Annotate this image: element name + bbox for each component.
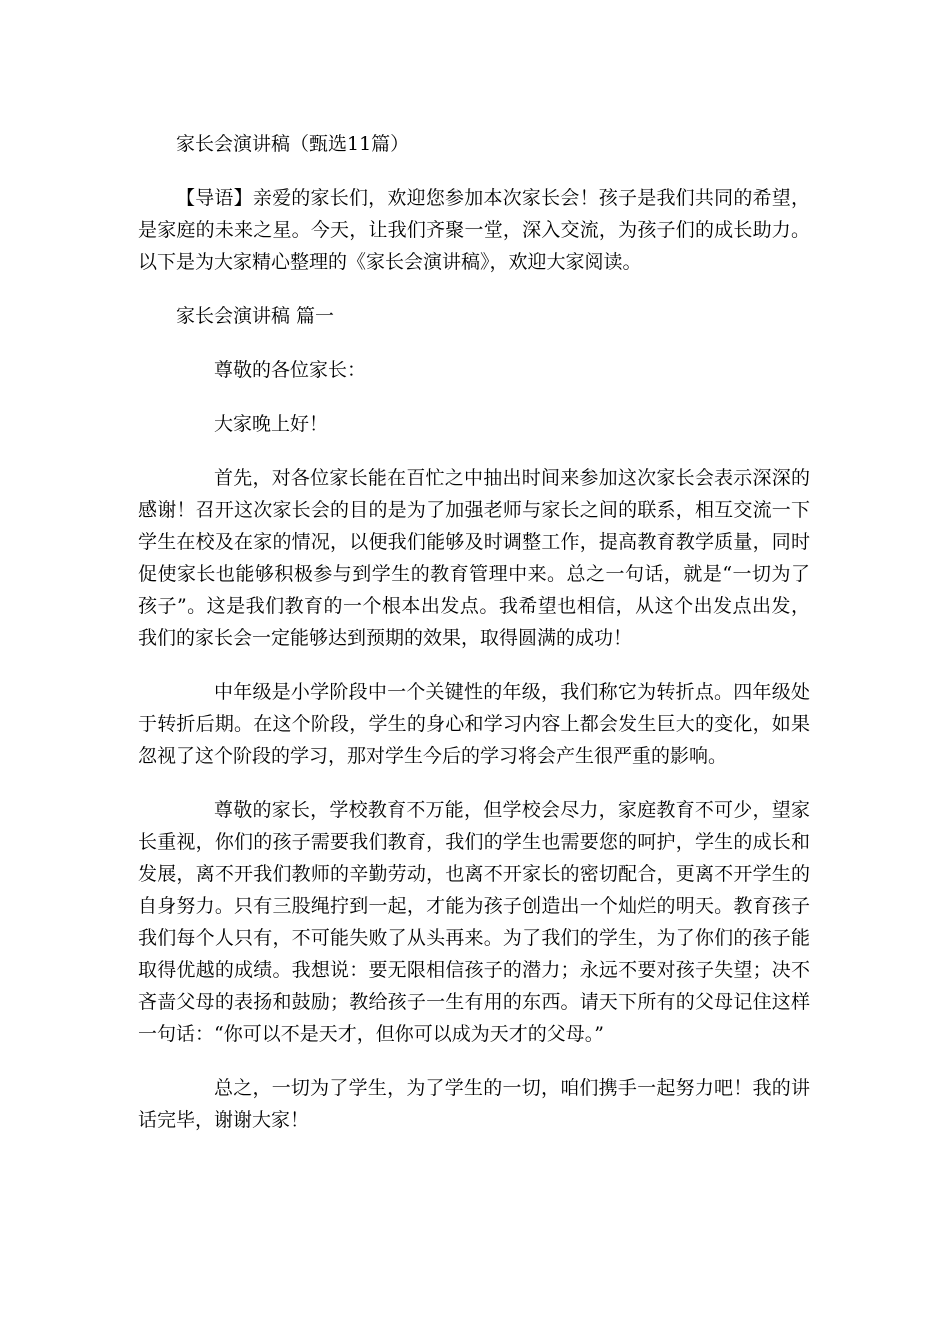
body-paragraph-4: 总之，一切为了学生，为了学生的一切，咱们携手一起努力吧！我的讲话完毕，谢谢大家！	[138, 1077, 810, 1131]
body-paragraph-1: 首先，对各位家长能在百忙之中抽出时间来参加这次家长会表示深深的感谢！召开这次家长会的目的是为了加强老师与家长之间的联系，相互交流一下学生在校及在家的情况，以便我们能够及时调整工作，提高教育教学质量，同时促使家长也能够积极参与到学生的教育管理中来。总之一句话，就是“一切为了孩子”。这是我们教育的一个根本出发点。我希望也相信，从这个出发点出发，我们的家长会一定能够达到预期的效果，取得圆满的成功！	[138, 467, 810, 649]
body-paragraph-3: 尊敬的家长，学校教育不万能，但学校会尽力，家庭教育不可少，望家长重视，你们的孩子需要我们教育，我们的学生也需要您的呵护，学生的成长和发展，离不开我们教师的辛勤劳动，也离不开家长的密切配合，更离不开学生的自身努力。只有三股绳拧到一起，才能为孩子创造出一个灿烂的明天。教育孩子我们每个人只有，不可能失败了从头再来。为了我们的学生，为了你们的孩子能取得优越的成绩。我想说：要无限相信孩子的潜力；永远不要对孩子失望；决不吝啬父母的表扬和鼓励；教给孩子一生有用的东西。请天下所有的父母记住这样一句话：“你可以不是天才，但你可以成为天才的父母。”	[138, 799, 810, 1045]
document-page	[138, 128, 810, 1158]
salutation: 尊敬的各位家长：	[214, 359, 367, 381]
document-title: 家长会演讲稿（甄选11篇）	[176, 133, 410, 155]
intro-paragraph: 【导语】亲爱的家长们，欢迎您参加本次家长会！孩子是我们共同的希望，是家庭的未来之星。今天，让我们齐聚一堂，深入交流，为孩子们的成长助力。以下是为大家精心整理的《家长会演讲稿》，欢迎大家阅读。	[138, 187, 810, 273]
body-paragraph-2: 中年级是小学阶段中一个关键性的年级，我们称它为转折点。四年级处于转折后期。在这个阶段，学生的身心和学习内容上都会发生巨大的变化，如果忽视了这个阶段的学习，那对学生今后的学习将会产生很严重的影响。	[138, 681, 810, 767]
section-title: 家长会演讲稿 篇一	[176, 305, 335, 327]
greeting: 大家晚上好！	[214, 413, 329, 435]
